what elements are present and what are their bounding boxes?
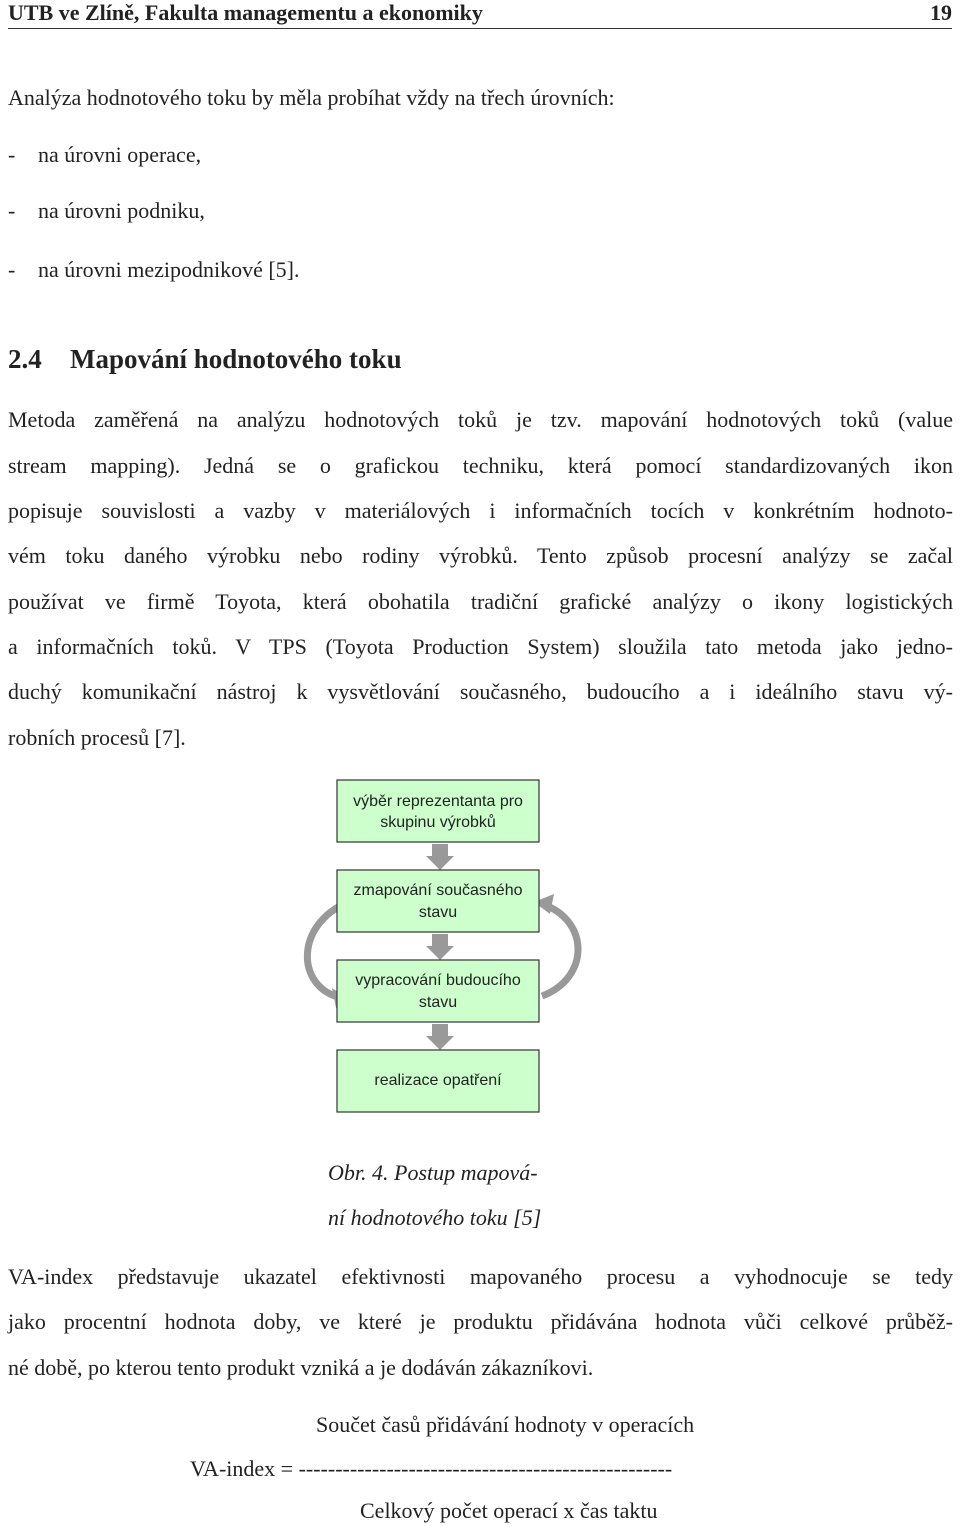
- paragraph-line: VA-index představuje ukazatel efektivnosti mapovaného procesu a vyhodnocuje se tedy: [8, 1264, 953, 1289]
- list-item-text: na úrovni mezipodnikové [5].: [38, 257, 300, 282]
- paragraph-line: jako procentní hodnota doby, ve které je produktu přidávána hodnota vůči celkové průběž-: [8, 1309, 953, 1334]
- page-number: 19: [930, 0, 952, 25]
- step-box: [337, 780, 539, 842]
- list-item: [8, 141, 201, 169]
- down-arrow: [426, 1024, 454, 1050]
- formula-fraction-bar: ---------------------------------------------------: [298, 1456, 673, 1481]
- list-dash: -: [8, 198, 16, 223]
- step-label: stavu: [418, 994, 458, 1011]
- intro-text: Analýza hodnotového toku by měla probíhat vždy na třech úrovních:: [8, 85, 615, 110]
- list-item: [8, 256, 300, 284]
- paragraph-line: stream mapping). Jedná se o grafickou techniku, která pomocí standardizovaných ikon: [8, 453, 953, 478]
- step-label: stavu: [418, 904, 458, 921]
- formula-lhs: VA-index =: [190, 1456, 299, 1481]
- paragraph-line: používat ve firmě Toyota, která obohatila tradiční grafické analýzy o ikony logistických: [8, 589, 953, 614]
- process-diagram: [292, 778, 592, 1118]
- page-header: [8, 0, 952, 29]
- paragraph-line: duchý komunikační nástroj k vysvětlování současného, budoucího a i ideálního stavu vý-: [8, 679, 953, 704]
- section-title: Mapování hodnotového toku: [70, 344, 402, 374]
- step-label: skupinu výrobků: [380, 814, 496, 831]
- paragraph-line: Metoda zaměřená na analýzu hodnotových toků je tzv. mapování hodnotových toků (value: [8, 407, 953, 432]
- paragraph-line: vém toku daného výrobku nebo rodiny výrobků. Tento způsob procesní analýzy se začal: [8, 543, 953, 568]
- formula-numerator: Součet časů přidávání hodnoty v operacích: [316, 1412, 695, 1437]
- list-dash: -: [8, 142, 16, 167]
- formula-line: [190, 1455, 672, 1483]
- step-label: vypracování budoucího: [355, 972, 521, 989]
- step-label: zmapování současného: [353, 882, 523, 899]
- step-box: [337, 870, 539, 932]
- formula-denominator: Celkový počet operací x čas taktu: [360, 1498, 658, 1523]
- section-number: 2.4: [8, 344, 42, 374]
- list-item-text: na úrovni operace,: [38, 142, 202, 167]
- figure-caption: ní hodnotového toku [5]: [328, 1205, 542, 1230]
- header-title: UTB ve Zlíně, Fakulta managementu a ekonomiky: [8, 0, 483, 25]
- list-item: [8, 197, 205, 225]
- list-item-text: na úrovni podniku,: [38, 198, 205, 223]
- paragraph-line: a informačních toků. V TPS (Toyota Production System) sloužila tato metoda jako jedno-: [8, 634, 953, 659]
- step-label: výběr reprezentanta pro: [353, 793, 523, 810]
- paragraph-line: robních procesů [7].: [8, 725, 186, 750]
- cycle-arrow-right: [542, 904, 578, 996]
- paragraph-line: né době, po kterou tento produkt vzniká a je dodáván zákazníkovi.: [8, 1355, 594, 1380]
- step-label: realizace opatření: [374, 1072, 502, 1089]
- down-arrow: [426, 934, 454, 960]
- figure-caption: Obr. 4. Postup mapová-: [328, 1160, 538, 1185]
- down-arrow: [426, 844, 454, 870]
- paragraph-line: popisuje souvislosti a vazby v materiálových i informačních tocích v konkrétním hodnoto-: [8, 498, 953, 523]
- section-heading: [8, 342, 402, 376]
- list-dash: -: [8, 257, 16, 282]
- step-box: [337, 960, 539, 1022]
